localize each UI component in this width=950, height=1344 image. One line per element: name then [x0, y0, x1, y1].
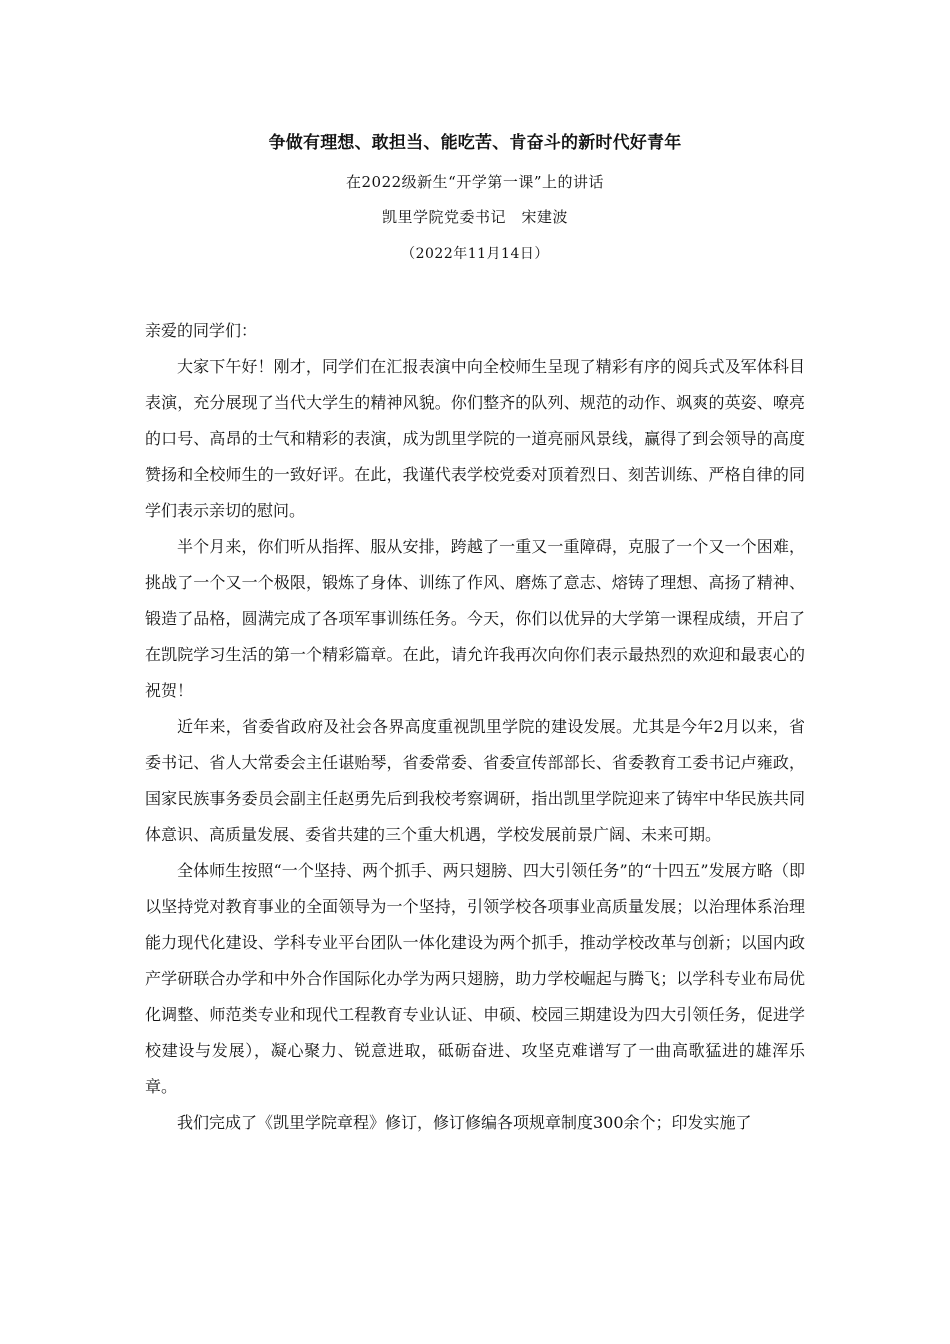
paragraph: 近年来，省委省政府及社会各界高度重视凯里学院的建设发展。尤其是今年2月以来，省委书记、省人大常委会主任谌贻琴，省委常委、省委宣传部部长、省委教育工委书记卢雍政，国家民族事务委员会副主任赵勇先后到我校考察调研，指出凯里学院迎来了铸牢中华民族共同体意识、高质量发展、委省共建的三个重大机遇，学校发展前景广阔、未来可期。	[145, 717, 805, 844]
paragraph: 全体师生按照“一个坚持、两个抓手、两只翅膀、四大引领任务”的“十四五”发展方略（即以坚持党对教育事业的全面领导为一个坚持，引领学校各项事业高质量发展；以治理体系治理能力现代化建设、学科专业平台团队一体化建设为两个抓手，推动学校改革与创新；以国内政产学研联合办学和中外合作国际化办学为两只翅膀，助力学校崛起与腾飞；以学科专业布局优化调整、师范类专业和现代工程教育专业认证、申硕、校园三期建设为四大引领任务，促进学校建设与发展），凝心聚力、锐意进取，砥砺奋进、攻坚克难谱写了一曲高歌猛进的雄浑乐章。	[145, 861, 805, 1096]
paragraph: 大家下午好！刚才，同学们在汇报表演中向全校师生呈现了精彩有序的阅兵式及军体科目表演，充分展现了当代大学生的精神风貌。你们整齐的队列、规范的动作、飒爽的英姿、嘹亮的口号、高昂的士气和精彩的表演，成为凯里学院的一道亮丽风景线，赢得了到会领导的高度赞扬和全校师生的一致好评。在此，我谨代表学校党委对顶着烈日、刻苦训练、严格自律的同学们表示亲切的慰问。	[145, 357, 805, 520]
document-date: （2022年11月14日）	[401, 246, 549, 262]
document-body	[145, 313, 805, 1141]
salutation: 亲爱的同学们：	[145, 321, 258, 340]
document-subtitle: 在2022级新生“开学第一课”上的讲话	[345, 173, 604, 191]
document-speaker: 凯里学院党委书记 宋建波	[381, 208, 568, 226]
paragraph: 半个月来，你们听从指挥、服从安排，跨越了一重又一重障碍，克服了一个又一个困难，挑战了一个又一个极限，锻炼了身体、训练了作风、磨炼了意志、熔铸了理想、高扬了精神、锻造了品格，圆满完成了各项军事训练任务。今天，你们以优异的大学第一课程成绩，开启了在凯院学习生活的第一个精彩篇章。在此，请允许我再次向你们表示最热烈的欢迎和最衷心的祝贺！	[145, 537, 805, 700]
paragraph: 我们完成了《凯里学院章程》修订，修订修编各项规章制度300余个；印发实施了	[177, 1113, 752, 1132]
document-title: 争做有理想、敢担当、能吃苦、肯奋斗的新时代好青年	[268, 133, 682, 153]
